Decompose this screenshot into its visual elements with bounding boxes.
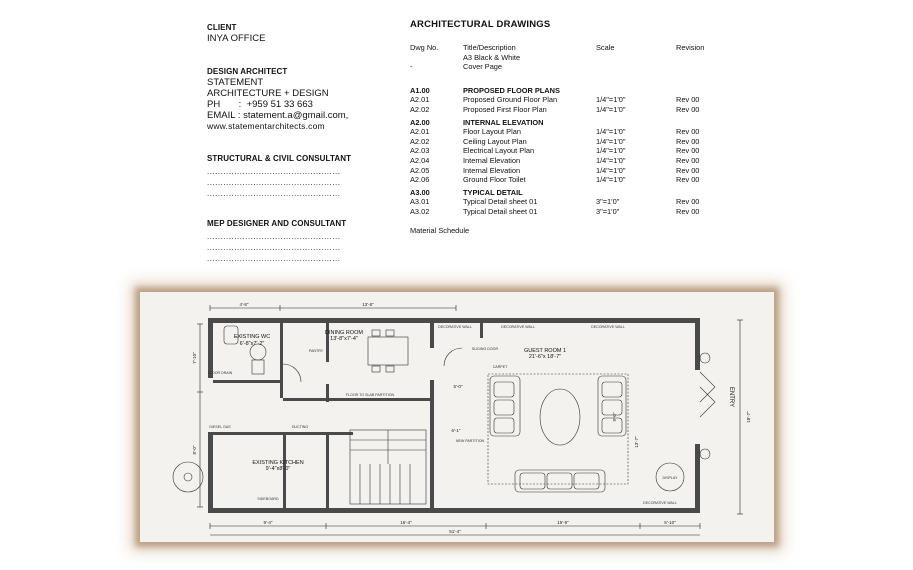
cell: Ground Floor Toilet: [463, 175, 526, 185]
note-deco-wall: DECORATIVE WALL: [591, 325, 625, 329]
cell: [676, 62, 736, 72]
room-label-dining: DINING ROOM: [325, 330, 363, 336]
cell: [676, 53, 736, 63]
mep-line: .................................................: [207, 254, 341, 263]
cell: A2.01: [410, 127, 430, 137]
table-row: [410, 197, 736, 207]
cell: Rev 00: [676, 165, 700, 175]
cell: [596, 53, 676, 63]
cell: A3 Black & White: [463, 52, 521, 62]
cell: 1/4"=1'0": [596, 165, 626, 175]
cell: 1/4"=1'0": [596, 155, 626, 165]
dim-guest-h: 13'-7": [634, 436, 639, 448]
table-row: [410, 207, 736, 217]
structural-line: .................................................: [207, 178, 341, 187]
table-row: [410, 127, 736, 137]
section-code: A3.00: [410, 187, 430, 197]
section-row: [410, 118, 736, 128]
cell: 1/4"=1'0": [596, 146, 626, 156]
cell: A3.02: [410, 206, 430, 216]
cell: 1/4"=1'0": [596, 127, 626, 137]
cell: 1/4"=1'0": [596, 136, 626, 146]
table-row: [410, 53, 736, 63]
cell: A2.02: [410, 104, 430, 114]
note-carpet: CARPET: [492, 365, 508, 369]
cell: 1/4"=1'0": [596, 95, 626, 105]
cell: 3"=1'0": [596, 197, 620, 207]
client-heading: CLIENT: [207, 23, 237, 32]
room-dim-dining: 13'-8"x7'-4": [330, 336, 358, 342]
cell: 1/4"=1'0": [596, 104, 626, 114]
mep-line: .................................................: [207, 243, 341, 252]
cell: 1/4"=1'0": [596, 175, 626, 185]
cell: -: [410, 62, 413, 72]
header-scale: Scale: [596, 43, 615, 52]
table-header-row: [410, 43, 736, 53]
floor-plan-frame: [140, 292, 774, 542]
dim-bottom-total: 51'-4": [449, 529, 461, 534]
dim-bottom-3: 15'-9": [557, 520, 569, 525]
cell: Rev 00: [676, 127, 700, 137]
cell: Electrical Layout Plan: [463, 146, 535, 156]
dim-left-1: 7'-10": [192, 352, 197, 364]
section-name: INTERNAL ELEVATION: [463, 117, 544, 127]
mep-line: .................................................: [207, 232, 341, 241]
dim-right-total: 18'-7": [746, 411, 751, 423]
architect-website: www.statementarchitects.com: [207, 121, 325, 131]
floor-plan-drawing: [140, 292, 774, 542]
cell: Internal Elevation: [463, 155, 521, 165]
cell: A2.05: [410, 165, 430, 175]
cell: A2.06: [410, 175, 430, 185]
table-row: [410, 226, 736, 236]
cell: Internal Elevation: [463, 165, 521, 175]
header-title: Title/Description: [463, 43, 516, 52]
cell: A2.04: [410, 155, 430, 165]
note-display: DISPLAY: [662, 476, 678, 480]
table-row: [410, 137, 736, 147]
cell: Proposed First Floor Plan: [463, 104, 547, 114]
room-label-kitchen: EXISTING KITCHEN: [252, 460, 304, 466]
structural-line: .................................................: [207, 189, 341, 198]
architect-email: EMAIL : statement.a@gmail.com,: [207, 110, 349, 121]
dim-mid-2: 6'-1": [451, 428, 461, 433]
dim-top-1: 4'-8": [239, 302, 249, 307]
header-dwg-no: Dwg No.: [410, 43, 439, 52]
room-dim-guest: 21'-6"x 18'-7": [528, 354, 562, 360]
cell: Rev 00: [676, 95, 700, 105]
cell: A2.03: [410, 146, 430, 156]
table-row: [410, 156, 736, 166]
cell: Rev 00: [676, 175, 700, 185]
note-deco-wall: DECORATIVE WALL: [438, 325, 472, 329]
section-name: PROPOSED FLOOR PLANS: [463, 85, 560, 95]
room-label-guest: GUEST ROOM 1: [523, 348, 567, 354]
cell: Rev 00: [676, 146, 700, 156]
material-schedule-note: Material Schedule: [410, 225, 470, 235]
table-row: [410, 95, 736, 105]
cell: [596, 62, 676, 72]
cell: A3.01: [410, 197, 430, 207]
cell: [410, 53, 463, 63]
note-ducting: DUCTING: [291, 425, 309, 429]
dim-left-2: 8'-0": [192, 445, 197, 455]
client-name: INYA OFFICE: [207, 33, 266, 44]
cell: Rev 00: [676, 197, 700, 207]
note-sideboard: SIDEBOARD: [257, 497, 279, 501]
table-row: [410, 105, 736, 115]
cell: A2.01: [410, 95, 430, 105]
dim-bottom-1: 9'-4": [263, 520, 273, 525]
note-new-partition: NEW PARTITION: [455, 439, 485, 443]
dim-bottom-4: 5'-10": [664, 520, 676, 525]
architect-line1: STATEMENT: [207, 77, 264, 88]
room-dim-wc: 6'-8"x7'-2": [239, 341, 265, 347]
cell: Rev 00: [676, 136, 700, 146]
cell: 3"=1'0": [596, 206, 620, 216]
section-row: [410, 188, 736, 198]
room-label-wc: EXISTING WC: [233, 334, 271, 340]
section-code: A1.00: [410, 85, 430, 95]
note-deco-wall: DECORATIVE WALL: [643, 501, 677, 505]
structural-line: .................................................: [207, 167, 341, 176]
drawing-schedule-table: [410, 43, 736, 235]
architect-line2: ARCHITECTURE + DESIGN: [207, 88, 329, 99]
note-diesel-gas: DIESEL GAS: [209, 425, 231, 429]
section-row: [410, 86, 736, 96]
architect-phone: PH : +959 51 33 663: [207, 99, 313, 110]
cell: Proposed Ground Floor Plan: [463, 95, 558, 105]
cell: Rev 00: [676, 104, 700, 114]
note-sliding-door: SLIDING DOOR: [471, 347, 499, 351]
cell: Cover Page: [463, 62, 503, 72]
table-row: [410, 166, 736, 176]
cell: Floor Layout Plan: [463, 127, 521, 137]
schedule-title: ARCHITECTURAL DRAWINGS: [410, 19, 551, 30]
table-row: [410, 146, 736, 156]
table-row: [410, 175, 736, 185]
architect-heading: DESIGN ARCHITECT: [207, 67, 288, 76]
entry-label: ENTRY: [728, 386, 734, 408]
note-deco-wall: DECORATIVE WALL: [501, 325, 535, 329]
cell: Typical Detail sheet 01: [463, 197, 538, 207]
cell: Rev 00: [676, 155, 700, 165]
dim-mid-1: 5'-0": [453, 384, 463, 389]
cell: Rev 00: [676, 206, 700, 216]
table-row: [410, 62, 736, 72]
dim-bottom-2: 16'-4": [400, 520, 412, 525]
cell: Ceiling Layout Plan: [463, 136, 527, 146]
note-floor-drain: FLOOR DRAIN: [207, 371, 233, 375]
note-pantry: PANTRY: [308, 349, 324, 353]
cell: Typical Detail sheet 01: [463, 206, 538, 216]
room-dim-kitchen: 9'-4"x8'-0": [265, 466, 291, 472]
note-floor-to-slab: FLOOR TO SLAB PARTITION: [345, 393, 395, 397]
mep-heading: MEP DESIGNER AND CONSULTANT: [207, 219, 347, 228]
section-code: A2.00: [410, 117, 430, 127]
dim-guest-w: 9'-0": [612, 412, 617, 422]
cell: A2.02: [410, 136, 430, 146]
header-revision: Revision: [676, 43, 705, 52]
section-name: TYPICAL DETAIL: [463, 187, 523, 197]
structural-heading: STRUCTURAL & CIVIL CONSULTANT: [207, 154, 352, 163]
dim-top-2: 13'-8": [362, 302, 374, 307]
